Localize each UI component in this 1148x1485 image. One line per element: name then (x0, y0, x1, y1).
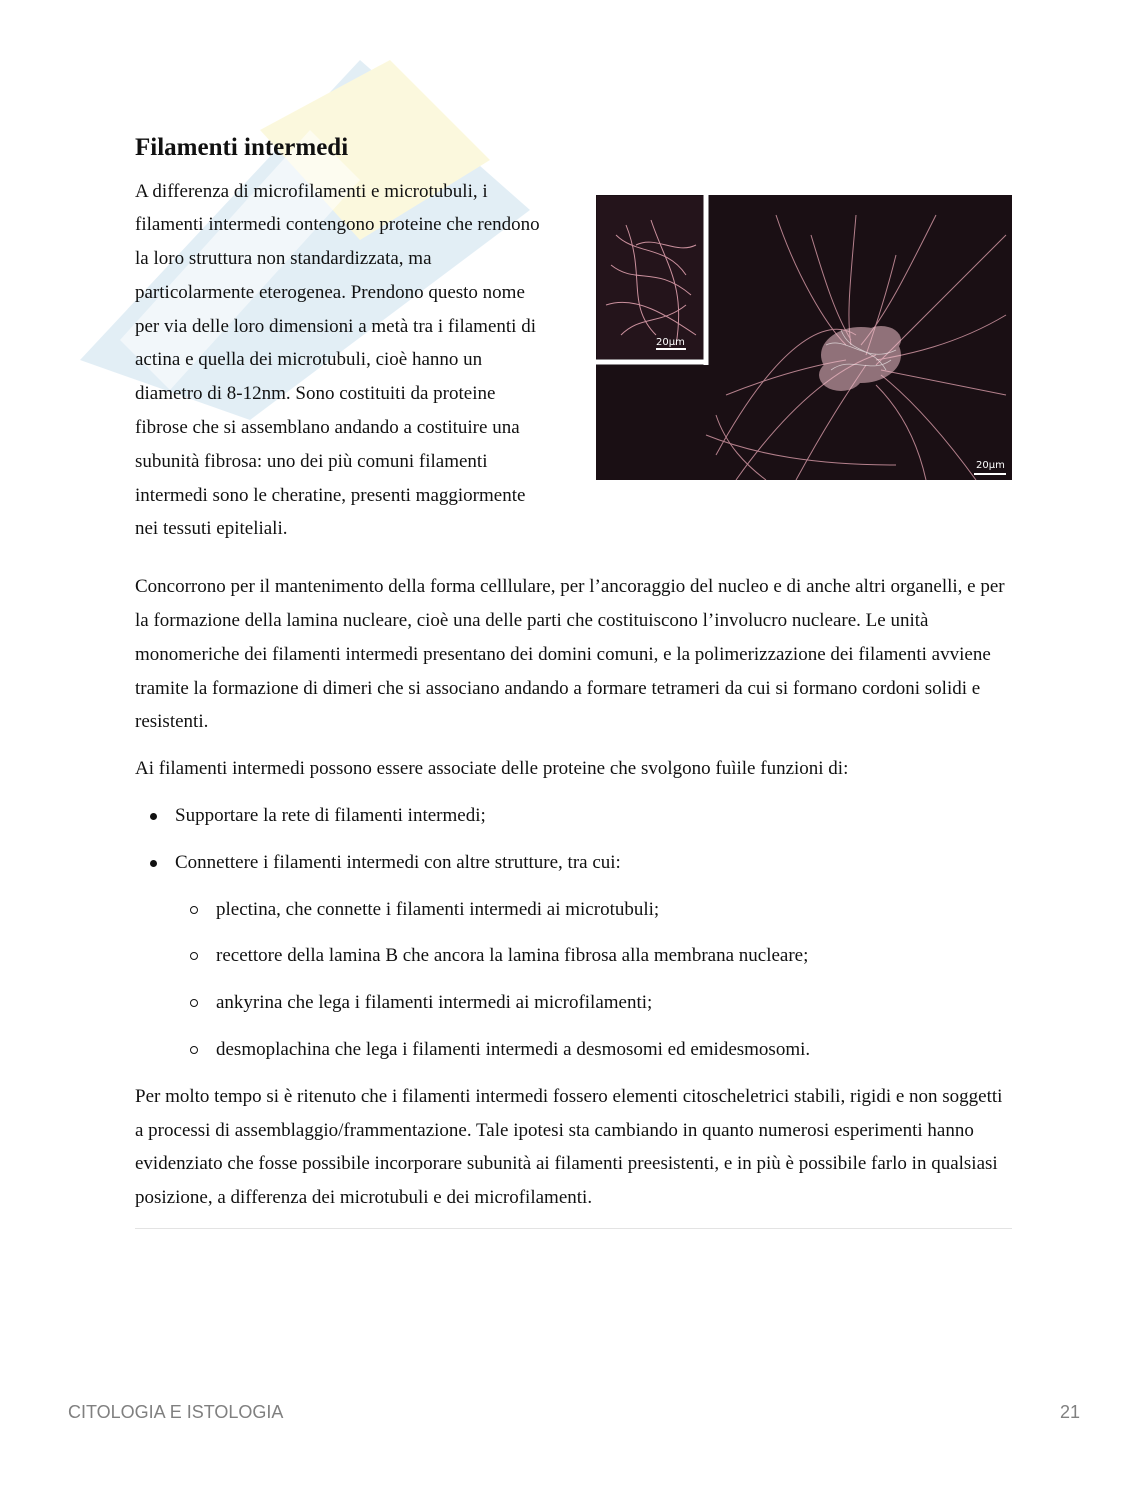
document-body (135, 132, 1012, 1229)
page-number: 21 (1059, 1402, 1080, 1422)
inset-scale-label: 20μm (656, 336, 685, 348)
footer-title: CITOLOGIA E ISTOLOGIA (68, 1402, 284, 1422)
paragraph-dynamics: Per molto tempo si è ritenuto che i filamenti intermedi fossero elementi citoscheletrici stabili, rigidi e non soggetti a processi di assemblaggio/frammentazione. Tale ipotesi sta cambiando in quanto numerosi esperimenti hanno evidenziato che fosse possibile incorporare subunità ai filamenti preesistenti, e in più è possibile farlo in qualsiasi posizione, a differenza dei microtubuli e dei microfilamenti. (135, 1085, 1003, 1209)
functions-list (135, 799, 1012, 1067)
sub-list-item: desmoplachina che lega i filamenti intermedi a desmosomi ed emidesmosomi. (175, 1033, 1012, 1067)
paragraph-functions: Concorrono per il mantenimento della forma celllulare, per l’ancoraggio del nucleo e di anche altri organelli, e per la formazione della lamina nucleare, cioè una delle parti che costituiscono l’involucro nucleare. Le unità monomeriche dei filamenti intermedi presentano dei domini comuni, e la polimerizzazione dei filamenti avviene tramite la formazione di dimeri che si associano andando a formare tetrameri da cui si formano cordoni solidi e resistenti. (135, 576, 1005, 733)
list-item (135, 799, 1012, 833)
list-item-text: Connettere i filamenti intermedi con altre strutture, tra cui: (175, 851, 621, 873)
main-scale-label: 20μm (976, 459, 1005, 471)
sub-list-item: recettore della lamina B che ancora la lamina fibrosa alla membrana nucleare; (175, 939, 1012, 973)
section-heading: Filamenti intermedi (135, 134, 349, 161)
sub-list-item: plectina, che connette i filamenti intermedi ai microtubuli; (175, 893, 1012, 927)
section-divider (135, 1228, 1012, 1229)
micrograph-figure (596, 195, 1012, 480)
sub-list-item: ankyrina che lega i filamenti intermedi ai microfilamenti; (175, 986, 1012, 1020)
list-item (135, 846, 1012, 1067)
list-item-text: Supportare la rete di filamenti intermedi; (175, 805, 486, 827)
intro-paragraph: A differenza di microfilamenti e microtubuli, i filamenti intermedi contengono proteine che rendono la loro struttura non standardizzata, ma particolarmente eterogenea. Prendono questo nome per via delle loro dimensioni a metà tra i filamenti di actina e quella dei microtubuli, cioè hanno un diametro di 8-12nm. Sono costituiti da proteine fibrose che si assemblano andando a costituire una subunità fibrosa: uno dei più comuni filamenti intermedi sono le cheratine, presenti maggiormente nei tessuti epiteliali. (135, 180, 540, 540)
intro-block (135, 175, 1012, 547)
paragraph-associated-proteins: Ai filamenti intermedi possono essere associate delle proteine che svolgono fuìile funzioni di: (135, 758, 849, 780)
sub-list (175, 893, 1012, 1067)
inset-panel (597, 196, 704, 359)
